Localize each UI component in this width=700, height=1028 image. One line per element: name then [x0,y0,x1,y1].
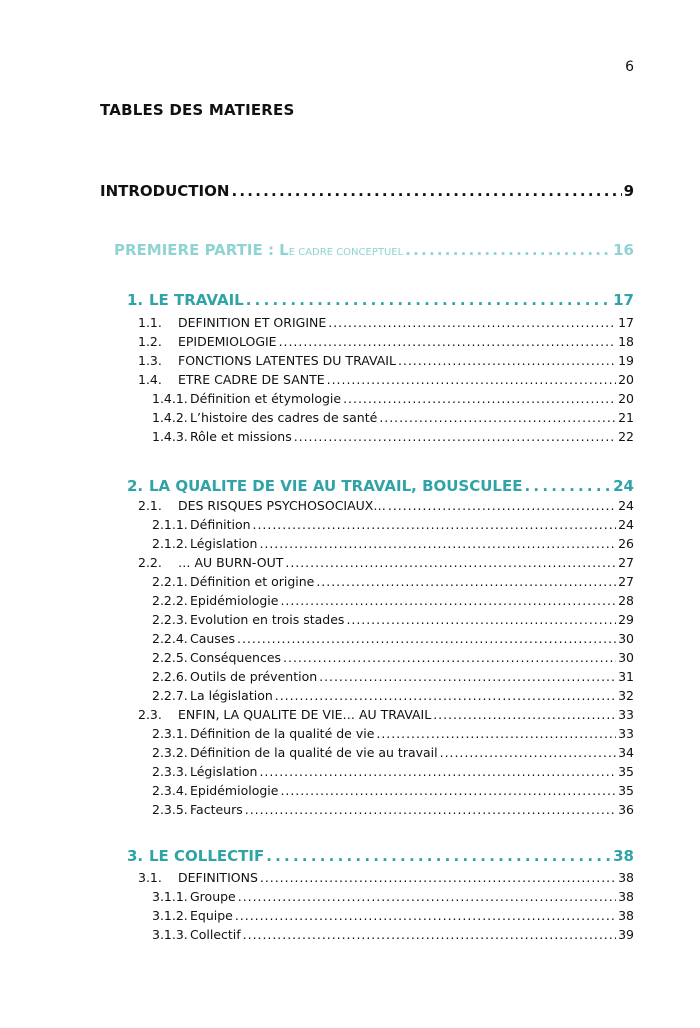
toc-chapter-label: LE COLLECTIF [149,847,265,865]
dot-leader [440,745,616,760]
dot-leader [237,631,616,646]
toc-entry-num: 2.2.6. [152,669,188,684]
toc-entry-label: DES RISQUES PSYCHOSOCIAUX… [178,498,386,513]
toc-chapter-page: 38 [613,847,634,865]
dot-leader [259,536,616,551]
toc-entry[interactable] [152,650,634,665]
toc-entry-num: 3.1.1. [152,889,188,904]
toc-entry-num: 1.4.3. [152,429,188,444]
dot-leader [319,669,616,684]
toc-entry-label: Collectif [190,927,241,942]
dot-leader [275,688,616,703]
toc-entry[interactable] [152,802,634,817]
dot-leader [524,477,611,495]
dot-leader [245,802,616,817]
toc-entry-label: Définition de la qualité de vie au travail [190,745,438,760]
toc-entry[interactable] [152,391,634,406]
dot-leader [343,391,616,406]
toc-part-label [114,241,403,259]
toc-entry-page: 26 [618,536,634,551]
toc-entry[interactable] [152,745,634,760]
toc-part-label-main: PREMIERE PARTIE : L [114,241,289,259]
dot-leader [328,315,616,330]
toc-entry-page: 36 [618,802,634,817]
dot-leader [294,429,616,444]
toc-entry-page: 20 [618,372,634,387]
dot-leader [398,353,616,368]
toc-entry-page: 19 [618,353,634,368]
toc-intro-page: 9 [623,182,634,200]
toc-entry-page: 28 [618,593,634,608]
toc-entry-page: 31 [618,669,634,684]
page-number: 6 [625,59,634,75]
toc-entry-label: Définition de la qualité de vie [190,726,375,741]
toc-entry-label: DEFINITION ET ORIGINE [178,315,327,330]
toc-entry-page: 24 [618,498,634,513]
toc-entry[interactable] [138,707,634,722]
toc-chapter-page: 24 [613,477,634,495]
toc-entry-num: 2.2.2. [152,593,188,608]
toc-entry-label: EPIDEMIOLOGIE [178,334,277,349]
toc-part-label-small: E CADRE CONCEPTUEL [288,247,404,258]
toc-entry-page: 29 [618,612,634,627]
toc-entry-num: 2.3.4. [152,783,188,798]
toc-entry[interactable] [152,536,634,551]
toc-entry-num: 2.2.3. [152,612,188,627]
dot-leader [433,707,616,722]
dot-leader [238,889,616,904]
dot-leader [260,870,616,885]
toc-entry[interactable] [152,517,634,532]
toc-entry[interactable] [152,574,634,589]
toc-entry[interactable] [152,429,634,444]
dot-leader [266,847,611,865]
toc-entry-num: 1.4.2. [152,410,188,425]
toc-entry[interactable] [152,669,634,684]
toc-entry[interactable] [152,783,634,798]
toc-entry-label: ETRE CADRE DE SANTE [178,372,325,387]
toc-entry[interactable] [152,908,634,923]
toc-entry[interactable] [138,870,634,885]
toc-entry[interactable] [152,927,634,942]
toc-entry[interactable] [152,631,634,646]
toc-entry-label: … AU BURN-OUT [178,555,284,570]
dot-leader [379,410,616,425]
toc-entry-num: 3.1.2. [152,908,188,923]
dot-leader [280,783,616,798]
toc-entry-page: 38 [618,870,634,885]
toc-chapter-1[interactable] [127,291,634,309]
toc-entry-num: 2.1. [138,498,162,513]
dot-leader [235,908,616,923]
toc-entry-label: Evolution en trois stades [190,612,345,627]
toc-entry-page: 18 [618,334,634,349]
toc-entry-page: 32 [618,688,634,703]
dot-leader [259,764,616,779]
toc-chapter-page: 17 [613,291,634,309]
toc-entry-num: 3.1.3. [152,927,188,942]
toc-entry-num: 2.1.2. [152,536,188,551]
toc-chapter-num: 1. [127,291,144,309]
toc-entry-label: Rôle et missions [190,429,292,444]
toc-entry-page: 35 [618,783,634,798]
toc-entry-num: 2.2.1. [152,574,188,589]
toc-entry[interactable] [152,726,634,741]
toc-entry-page: 24 [618,517,634,532]
page-title: TABLES DES MATIERES [100,101,295,119]
toc-entry-page: 20 [618,391,634,406]
dot-leader [231,182,621,200]
toc-entry[interactable] [138,334,634,349]
dot-leader [376,726,616,741]
toc-entry-num: 2.3.3. [152,764,188,779]
toc-entry[interactable] [138,372,634,387]
toc-entry-page: 30 [618,650,634,665]
toc-entry-label: Epidémiologie [190,783,279,798]
toc-entry-label: Définition et étymologie [190,391,342,406]
toc-entry-num: 2.2.7. [152,688,188,703]
toc-entry-label: Définition et origine [190,574,315,589]
toc-entry[interactable] [138,353,634,368]
toc-chapter-num: 2. [127,477,144,495]
dot-leader [279,334,617,349]
toc-entry-page: 33 [618,726,634,741]
toc-intro[interactable] [100,182,634,200]
toc-entry-num: 2.2. [138,555,162,570]
toc-entry-page: 22 [618,429,634,444]
toc-entry-num: 2.3.5. [152,802,188,817]
dot-leader [405,241,611,259]
toc-entry-page: 39 [618,927,634,942]
toc-entry-num: 2.2.5. [152,650,188,665]
toc-chapter-label: LA QUALITE DE VIE AU TRAVAIL, BOUSCULEE [149,477,523,495]
toc-entry-label: Définition [190,517,251,532]
toc-entry-page: 27 [618,574,634,589]
toc-entry-label: Causes [190,631,236,646]
toc-entry[interactable] [138,315,634,330]
toc-chapter-3[interactable] [127,847,634,865]
toc-entry-page: 21 [618,410,634,425]
toc-entry-num: 2.3.1. [152,726,188,741]
toc-entry-label: La législation [190,688,273,703]
dot-leader [253,517,617,532]
toc-entry-page: 30 [618,631,634,646]
toc-entry-num: 1.4. [138,372,162,387]
dot-leader [280,593,616,608]
toc-intro-label: INTRODUCTION [100,182,230,200]
toc-entry-page: 33 [618,707,634,722]
toc-entry-label: Outils de prévention [190,669,318,684]
dot-leader [243,927,616,942]
dot-leader [246,291,611,309]
toc-entry-label: Législation [190,764,258,779]
toc-entry-num: 1.1. [138,315,162,330]
toc-entry-label: Conséquences [190,650,282,665]
toc-entry-label: ENFIN, LA QUALITE DE VIE… AU TRAVAIL [178,707,432,722]
toc-entry[interactable] [152,593,634,608]
toc-entry[interactable] [152,612,634,627]
toc-entry-page: 38 [618,889,634,904]
toc-entry[interactable] [138,498,634,513]
toc-chapter-num: 3. [127,847,144,865]
toc-entry[interactable] [152,688,634,703]
toc-entry-num: 3.1. [138,870,162,885]
dot-leader [316,574,616,589]
dot-leader [327,372,616,387]
dot-leader [346,612,616,627]
dot-leader [285,555,616,570]
toc-entry-num: 1.4.1. [152,391,188,406]
dot-leader [283,650,616,665]
toc-entry-page: 27 [618,555,634,570]
toc-entry-label: Epidémiologie [190,593,279,608]
toc-entry-label: DEFINITIONS [178,870,258,885]
toc-part-one[interactable] [114,241,634,259]
toc-entry[interactable] [152,410,634,425]
toc-part-page: 16 [613,241,634,259]
toc-entry-label: Groupe [190,889,236,904]
toc-entry[interactable] [152,764,634,779]
toc-entry-num: 2.3. [138,707,162,722]
toc-entry-label: L’histoire des cadres de santé [190,410,378,425]
toc-entry-page: 34 [618,745,634,760]
toc-entry-num: 1.3. [138,353,162,368]
toc-entry[interactable] [138,555,634,570]
toc-entry-label: Equipe [190,908,233,923]
toc-entry-label: Législation [190,536,258,551]
toc-entry-label: Facteurs [190,802,243,817]
toc-entry-label: FONCTIONS LATENTES DU TRAVAIL [178,353,396,368]
toc-chapter-2[interactable] [127,477,634,495]
toc-entry[interactable] [152,889,634,904]
toc-entry-page: 17 [618,315,634,330]
toc-chapter-label: LE TRAVAIL [149,291,244,309]
dot-leader [388,498,616,513]
toc-entry-num: 2.2.4. [152,631,188,646]
toc-entry-num: 2.1.1. [152,517,188,532]
toc-entry-page: 35 [618,764,634,779]
toc-entry-num: 1.2. [138,334,162,349]
toc-entry-page: 38 [618,908,634,923]
toc-entry-num: 2.3.2. [152,745,188,760]
